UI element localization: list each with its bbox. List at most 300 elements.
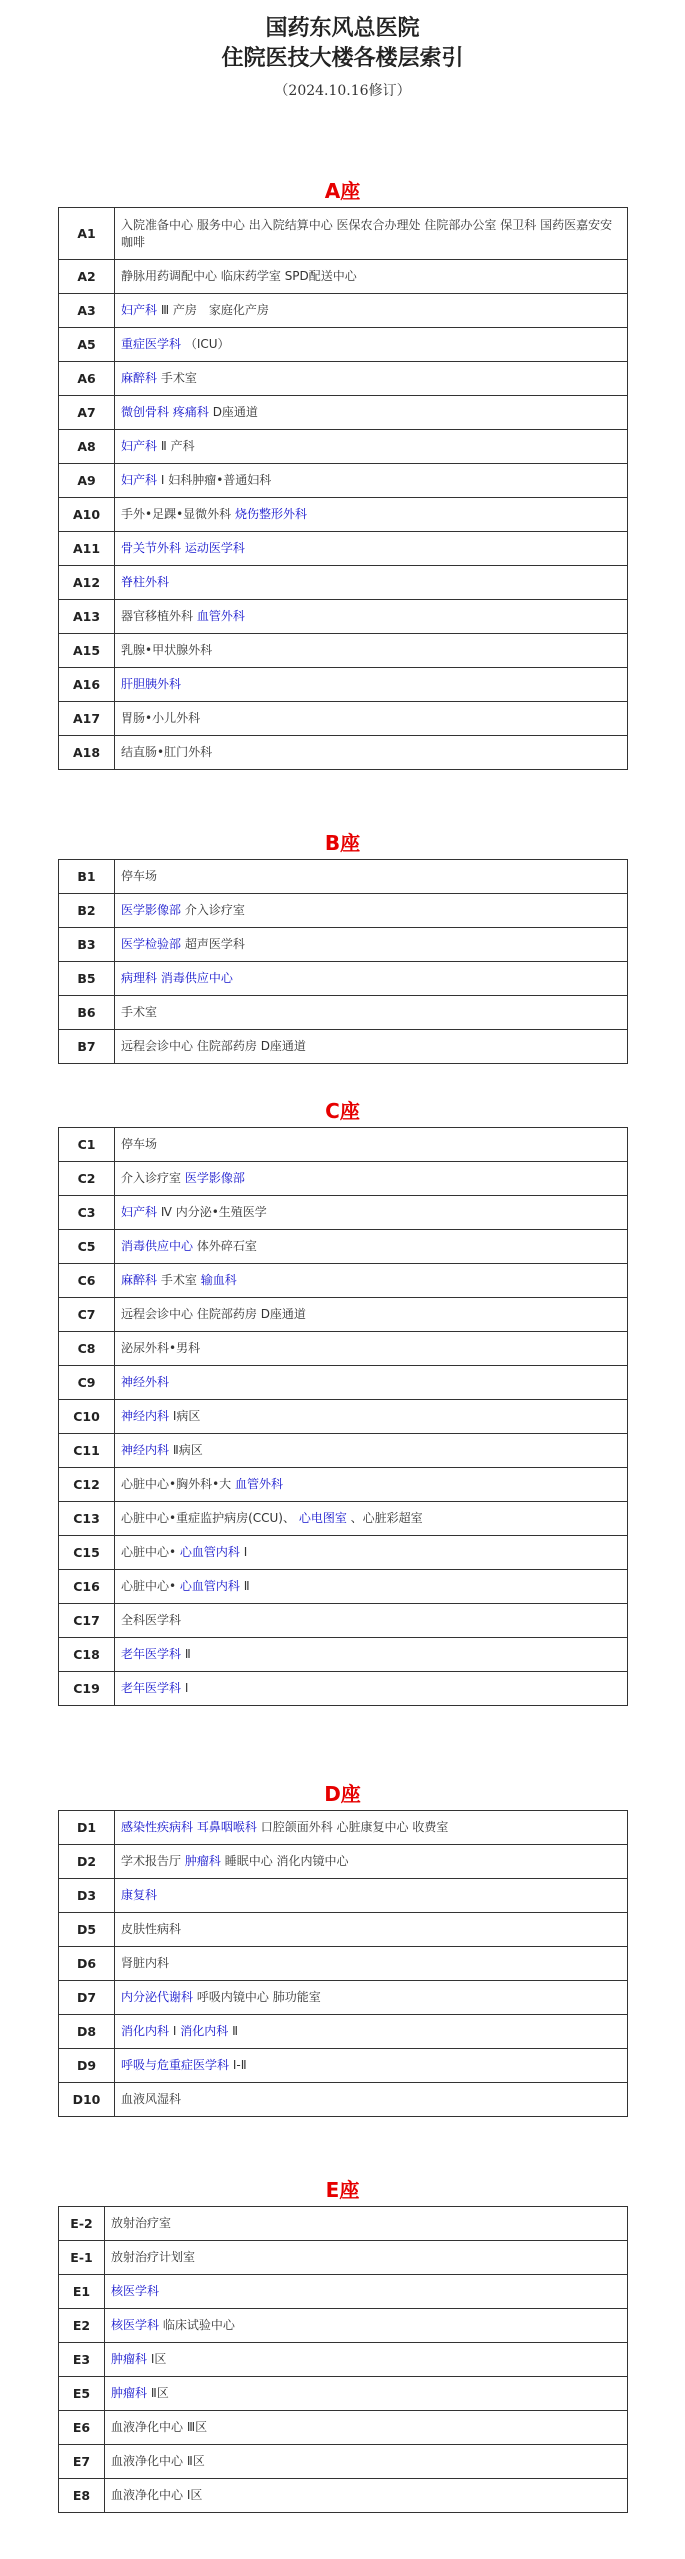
floor-row	[59, 1400, 628, 1434]
floor-code: B5	[59, 962, 115, 996]
department-name: 住院部药房	[196, 1039, 257, 1053]
department-name: 放射治疗计划室	[111, 2250, 196, 2264]
department-name: Ⅰ	[243, 1545, 248, 1559]
floor-code: E-1	[59, 2241, 105, 2275]
floor-code: A15	[59, 634, 115, 668]
floor-departments	[115, 260, 628, 294]
floor-departments	[105, 2275, 628, 2309]
floor-code: C11	[59, 1434, 115, 1468]
floor-code: C6	[59, 1264, 115, 1298]
floor-departments	[115, 498, 628, 532]
department-name: 手术室	[121, 1005, 158, 1019]
department-link[interactable]: 神经内科	[121, 1409, 170, 1423]
floor-code: C1	[59, 1128, 115, 1162]
department-name: 住院部办公室	[424, 217, 497, 232]
floor-code: C15	[59, 1536, 115, 1570]
floor-code: D5	[59, 1913, 115, 1947]
department-name: Ⅱ区	[186, 2454, 205, 2468]
floor-departments	[115, 328, 628, 362]
department-name: Ⅰ区	[150, 2352, 167, 2366]
floor-row	[59, 1981, 628, 2015]
department-name: Ⅱ病区	[172, 1443, 203, 1457]
floor-row	[59, 294, 628, 328]
floor-code: E2	[59, 2309, 105, 2343]
department-name: SPD配送中心	[284, 269, 357, 283]
department-name: Ⅰ 妇科肿瘤•普通妇科	[160, 473, 272, 487]
floor-row	[59, 2343, 628, 2377]
department-link[interactable]: 消毒供应中心	[160, 971, 233, 985]
floor-table-e	[58, 2206, 628, 2513]
floor-departments	[115, 464, 628, 498]
floor-code: A13	[59, 600, 115, 634]
floor-row	[59, 1913, 628, 1947]
department-name: D座通道	[260, 1307, 306, 1321]
floor-departments	[115, 566, 628, 600]
department-name: 血液净化中心	[111, 2420, 184, 2434]
department-name: 服务中心	[196, 217, 245, 232]
floor-code: C9	[59, 1366, 115, 1400]
floor-departments	[115, 928, 628, 962]
department-link[interactable]: 神经外科	[121, 1375, 170, 1389]
floor-row	[59, 736, 628, 770]
department-link[interactable]: 康复科	[121, 1888, 158, 1902]
department-link[interactable]: 消化内科	[121, 2024, 170, 2038]
department-name: 口腔颌面外科	[260, 1820, 333, 1834]
section-title-d: D座	[324, 1782, 361, 1806]
floor-row	[59, 928, 628, 962]
floor-departments	[105, 2309, 628, 2343]
floor-departments	[115, 294, 628, 328]
department-link[interactable]: 妇产科	[121, 1205, 158, 1219]
department-name: 收费室	[412, 1820, 449, 1834]
floor-code: E-2	[59, 2207, 105, 2241]
floor-departments	[115, 634, 628, 668]
floor-departments	[115, 668, 628, 702]
floor-departments	[115, 1811, 628, 1845]
floor-code: A8	[59, 430, 115, 464]
floor-code: C10	[59, 1400, 115, 1434]
floor-departments	[115, 1366, 628, 1400]
department-name: 睡眠中心	[224, 1854, 273, 1868]
department-link[interactable]: 医学影像部	[121, 903, 182, 917]
floor-row	[59, 634, 628, 668]
floor-departments	[115, 736, 628, 770]
floor-row	[59, 2275, 628, 2309]
floor-code: D3	[59, 1879, 115, 1913]
floor-departments	[115, 1162, 628, 1196]
floor-departments	[115, 702, 628, 736]
floor-departments	[115, 1638, 628, 1672]
department-link[interactable]: 麻醉科	[121, 371, 158, 385]
department-link[interactable]: 妇产科	[121, 473, 158, 487]
floor-departments	[105, 2377, 628, 2411]
department-name: Ⅲ 产房 家庭化产房	[160, 303, 269, 317]
department-name: 国药医嘉安安咖啡	[121, 217, 613, 249]
department-name: D座通道	[260, 1039, 306, 1053]
floor-departments	[105, 2411, 628, 2445]
department-name: 血液风湿科	[121, 2092, 182, 2106]
floor-code: D10	[59, 2083, 115, 2117]
department-name: 介入诊疗室	[121, 1171, 182, 1185]
floor-departments	[115, 996, 628, 1030]
floor-row	[59, 1230, 628, 1264]
floor-table-a	[58, 207, 628, 770]
department-name: Ⅱ	[184, 1647, 191, 1661]
floor-row	[59, 2445, 628, 2479]
department-name: Ⅱ区	[150, 2386, 169, 2400]
department-link[interactable]: 核医学科	[111, 2318, 160, 2332]
floor-departments	[115, 1264, 628, 1298]
department-name: D座通道	[212, 405, 258, 419]
department-name: 乳腺•甲状腺外科	[121, 643, 213, 657]
floor-departments	[115, 1845, 628, 1879]
floor-code: C18	[59, 1638, 115, 1672]
department-link[interactable]: 血管外科	[196, 609, 245, 623]
floor-row	[59, 430, 628, 464]
department-link[interactable]: 肿瘤科	[184, 1854, 221, 1868]
department-name: 血液净化中心	[111, 2454, 184, 2468]
department-name: Ⅲ区	[186, 2420, 208, 2434]
floor-departments	[115, 962, 628, 996]
floor-row	[59, 498, 628, 532]
floor-departments	[115, 1332, 628, 1366]
department-name: 超声医学科	[184, 937, 245, 951]
department-name: 静脉用药调配中心	[121, 269, 218, 283]
floor-row	[59, 860, 628, 894]
department-name: 器官移植外科	[121, 609, 194, 623]
department-name: 体外碎石室	[196, 1239, 257, 1253]
floor-departments	[115, 396, 628, 430]
floor-code: B6	[59, 996, 115, 1030]
floor-row	[59, 1030, 628, 1064]
department-link[interactable]: 耳鼻咽喉科	[196, 1820, 257, 1834]
department-link[interactable]: 老年医学科	[121, 1647, 182, 1661]
floor-departments	[115, 1947, 628, 1981]
floor-code: D8	[59, 2015, 115, 2049]
floor-row	[59, 1162, 628, 1196]
floor-row	[59, 2241, 628, 2275]
floor-row	[59, 1366, 628, 1400]
department-name: Ⅱ 产科	[160, 439, 195, 453]
floor-row	[59, 1502, 628, 1536]
floor-departments	[115, 1468, 628, 1502]
department-link[interactable]: 重症医学科	[121, 337, 182, 351]
floor-code: D9	[59, 2049, 115, 2083]
department-name: 手术室	[160, 371, 197, 385]
floor-row	[59, 668, 628, 702]
department-link[interactable]: 消毒供应中心	[121, 1239, 194, 1253]
floor-departments	[115, 1434, 628, 1468]
floor-departments	[115, 208, 628, 260]
department-link[interactable]: 核医学科	[111, 2284, 160, 2298]
floor-row	[59, 532, 628, 566]
floor-departments	[115, 1570, 628, 1604]
department-link[interactable]: 麻醉科	[121, 1273, 158, 1287]
floor-row	[59, 996, 628, 1030]
floor-code: C3	[59, 1196, 115, 1230]
floor-departments	[115, 2049, 628, 2083]
department-link[interactable]: 病理科	[121, 971, 158, 985]
department-name: Ⅱ	[243, 1579, 250, 1593]
floor-row	[59, 208, 628, 260]
department-link[interactable]: 内分泌代谢科	[121, 1990, 194, 2004]
department-name: 呼吸内镜中心	[196, 1990, 269, 2004]
floor-departments	[115, 1030, 628, 1064]
floor-departments	[115, 1913, 628, 1947]
revision-date: （2024.10.16修订）	[274, 83, 411, 99]
floor-row	[59, 1434, 628, 1468]
department-link[interactable]: 脊柱外科	[121, 575, 170, 589]
department-name: 临床试验中心	[162, 2318, 235, 2332]
department-link[interactable]: 心血管内科	[179, 1579, 240, 1593]
page-title: 住院医技大楼各楼层索引	[221, 46, 464, 71]
floor-departments	[115, 600, 628, 634]
department-name: 心脏中心•	[121, 1545, 177, 1559]
department-link[interactable]: 呼吸与危重症医学科	[121, 2058, 230, 2072]
department-name: 全科医学科	[121, 1613, 182, 1627]
hospital-name: 国药东风总医院	[265, 16, 420, 41]
floor-departments	[115, 1230, 628, 1264]
floor-code: C17	[59, 1604, 115, 1638]
floor-departments	[115, 894, 628, 928]
department-link[interactable]: 肿瘤科	[111, 2352, 148, 2366]
department-name: 住院部药房	[196, 1307, 257, 1321]
department-link[interactable]: 运动医学科	[184, 541, 245, 555]
department-name: 胃肠•小儿外科	[121, 711, 201, 725]
floor-departments	[115, 1879, 628, 1913]
department-link[interactable]: 血管外科	[235, 1477, 284, 1491]
department-link[interactable]: 老年医学科	[121, 1681, 182, 1695]
floor-row	[59, 1947, 628, 1981]
department-name: Ⅰ病区	[172, 1409, 201, 1423]
department-name: 消化内镜中心	[276, 1854, 349, 1868]
department-name: 血液净化中心	[111, 2488, 184, 2502]
department-link[interactable]: 疼痛科	[172, 405, 209, 419]
floor-row	[59, 566, 628, 600]
department-name: Ⅰ	[172, 2024, 177, 2038]
floor-code: A2	[59, 260, 115, 294]
floor-row	[59, 1468, 628, 1502]
floor-code: A18	[59, 736, 115, 770]
floor-row	[59, 1196, 628, 1230]
floor-code: D1	[59, 1811, 115, 1845]
department-name: 远程会诊中心	[121, 1039, 194, 1053]
floor-row	[59, 600, 628, 634]
department-link[interactable]: 感染性疾病科	[121, 1820, 194, 1834]
department-link[interactable]: 心血管内科	[179, 1545, 240, 1559]
floor-row	[59, 1638, 628, 1672]
floor-row	[59, 1570, 628, 1604]
floor-code: A17	[59, 702, 115, 736]
floor-code: B1	[59, 860, 115, 894]
floor-departments	[105, 2343, 628, 2377]
department-name: 保卫科	[500, 217, 537, 232]
floor-code: C8	[59, 1332, 115, 1366]
department-name: 临床药学室	[220, 269, 281, 283]
floor-departments	[115, 860, 628, 894]
department-name: 心脏中心•	[121, 1579, 177, 1593]
floor-departments	[115, 362, 628, 396]
floor-code: C12	[59, 1468, 115, 1502]
department-name: 手外•足踝•显微外科	[121, 507, 232, 521]
department-name: （ICU）	[184, 337, 230, 351]
floor-departments	[105, 2207, 628, 2241]
floor-row	[59, 260, 628, 294]
floor-departments	[115, 2015, 628, 2049]
floor-code: A7	[59, 396, 115, 430]
floor-departments	[115, 1604, 628, 1638]
floor-code: A1	[59, 208, 115, 260]
floor-departments	[115, 1128, 628, 1162]
floor-row	[59, 962, 628, 996]
floor-code: C16	[59, 1570, 115, 1604]
department-name: 手术室	[160, 1273, 197, 1287]
floor-row	[59, 1536, 628, 1570]
floor-departments	[115, 2083, 628, 2117]
floor-code: A16	[59, 668, 115, 702]
floor-departments	[115, 532, 628, 566]
floor-departments	[115, 1196, 628, 1230]
floor-code: E5	[59, 2377, 105, 2411]
department-link[interactable]: 肿瘤科	[111, 2386, 148, 2400]
department-name: Ⅰ	[184, 1681, 189, 1695]
floor-code: D7	[59, 1981, 115, 2015]
department-name: 介入诊疗室	[184, 903, 245, 917]
department-name: 肺功能室	[272, 1990, 321, 2004]
floor-row	[59, 2083, 628, 2117]
department-name: 心脏中心•重症监护病房(CCU)、	[121, 1511, 295, 1525]
department-link[interactable]: 骨关节外科	[121, 541, 182, 555]
floor-row	[59, 1811, 628, 1845]
department-name: 停车场	[121, 869, 158, 883]
department-link[interactable]: 妇产科	[121, 303, 158, 317]
floor-code: A9	[59, 464, 115, 498]
floor-row	[59, 1604, 628, 1638]
department-name: 皮肤性病科	[121, 1922, 182, 1936]
floor-code: D6	[59, 1947, 115, 1981]
section-title-a: A座	[324, 179, 361, 203]
floor-departments	[115, 1502, 628, 1536]
department-link[interactable]: 医学检验部	[121, 937, 182, 951]
department-link[interactable]: 妇产科	[121, 439, 158, 453]
floor-code: E8	[59, 2479, 105, 2513]
department-name: 心脏康复中心	[336, 1820, 409, 1834]
floor-departments	[105, 2445, 628, 2479]
floor-row	[59, 464, 628, 498]
floor-departments	[115, 430, 628, 464]
floor-code: A5	[59, 328, 115, 362]
floor-code: C19	[59, 1672, 115, 1706]
department-name: 心脏中心•胸外科•大	[121, 1477, 232, 1491]
department-name: 停车场	[121, 1137, 158, 1151]
floor-row	[59, 702, 628, 736]
floor-departments	[105, 2241, 628, 2275]
department-name: 出入院结算中心	[248, 217, 333, 232]
department-link[interactable]: 医学影像部	[184, 1171, 245, 1185]
page-header	[0, 0, 685, 102]
department-name: 入院准备中心	[121, 217, 194, 232]
floor-row	[59, 2377, 628, 2411]
section-title-c: C座	[325, 1099, 360, 1123]
department-name: 、心脏彩超室	[350, 1511, 423, 1525]
floor-table-d	[58, 1810, 628, 2117]
floor-row	[59, 2309, 628, 2343]
floor-row	[59, 1332, 628, 1366]
floor-code: C5	[59, 1230, 115, 1264]
floor-code: A6	[59, 362, 115, 396]
floor-row	[59, 2015, 628, 2049]
department-name: 放射治疗室	[111, 2216, 172, 2230]
floor-code: A3	[59, 294, 115, 328]
department-name: 远程会诊中心	[121, 1307, 194, 1321]
floor-code: B7	[59, 1030, 115, 1064]
department-name: 泌尿外科•男科	[121, 1341, 201, 1355]
section-title-e: E座	[325, 2178, 360, 2202]
floor-code: D2	[59, 1845, 115, 1879]
floor-row	[59, 2411, 628, 2445]
floor-code: A10	[59, 498, 115, 532]
department-name: 学术报告厅	[121, 1854, 182, 1868]
department-link[interactable]: 消化内科	[180, 2024, 229, 2038]
floor-departments	[115, 1400, 628, 1434]
department-link[interactable]: 输血科	[200, 1273, 237, 1287]
floor-code: E7	[59, 2445, 105, 2479]
floor-table-c	[58, 1127, 628, 1706]
floor-row	[59, 328, 628, 362]
floor-code: C13	[59, 1502, 115, 1536]
floor-departments	[115, 1298, 628, 1332]
department-name: 医保农合办理处	[336, 217, 421, 232]
department-name: Ⅰ-Ⅱ	[232, 2058, 247, 2072]
floor-departments	[115, 1981, 628, 2015]
department-name: Ⅱ	[232, 2024, 238, 2038]
floor-row	[59, 1128, 628, 1162]
department-link[interactable]: 心电图室	[298, 1511, 347, 1525]
floor-row	[59, 1672, 628, 1706]
department-link[interactable]: 烧伤整形外科	[235, 507, 308, 521]
floor-row	[59, 2049, 628, 2083]
department-link[interactable]: 肝胆胰外科	[121, 677, 182, 691]
department-link[interactable]: 微创骨科	[121, 405, 170, 419]
floor-code: B2	[59, 894, 115, 928]
floor-code: E1	[59, 2275, 105, 2309]
floor-code: A12	[59, 566, 115, 600]
floor-row	[59, 894, 628, 928]
floor-departments	[105, 2479, 628, 2513]
floor-row	[59, 396, 628, 430]
department-name: 结直肠•肛门外科	[121, 745, 213, 759]
department-name: Ⅳ 内分泌•生殖医学	[160, 1205, 267, 1219]
floor-row	[59, 1264, 628, 1298]
department-link[interactable]: 神经内科	[121, 1443, 170, 1457]
floor-code: B3	[59, 928, 115, 962]
floor-row	[59, 2207, 628, 2241]
floor-code: C2	[59, 1162, 115, 1196]
floor-code: A11	[59, 532, 115, 566]
floor-row	[59, 1298, 628, 1332]
floor-row	[59, 1879, 628, 1913]
floor-code: E6	[59, 2411, 105, 2445]
floor-row	[59, 1845, 628, 1879]
floor-code: C7	[59, 1298, 115, 1332]
floor-departments	[115, 1536, 628, 1570]
floor-table-b	[58, 859, 628, 1064]
floor-row	[59, 2479, 628, 2513]
department-name: 肾脏内科	[121, 1956, 170, 1970]
floor-departments	[115, 1672, 628, 1706]
floor-row	[59, 362, 628, 396]
department-name: Ⅰ区	[186, 2488, 203, 2502]
